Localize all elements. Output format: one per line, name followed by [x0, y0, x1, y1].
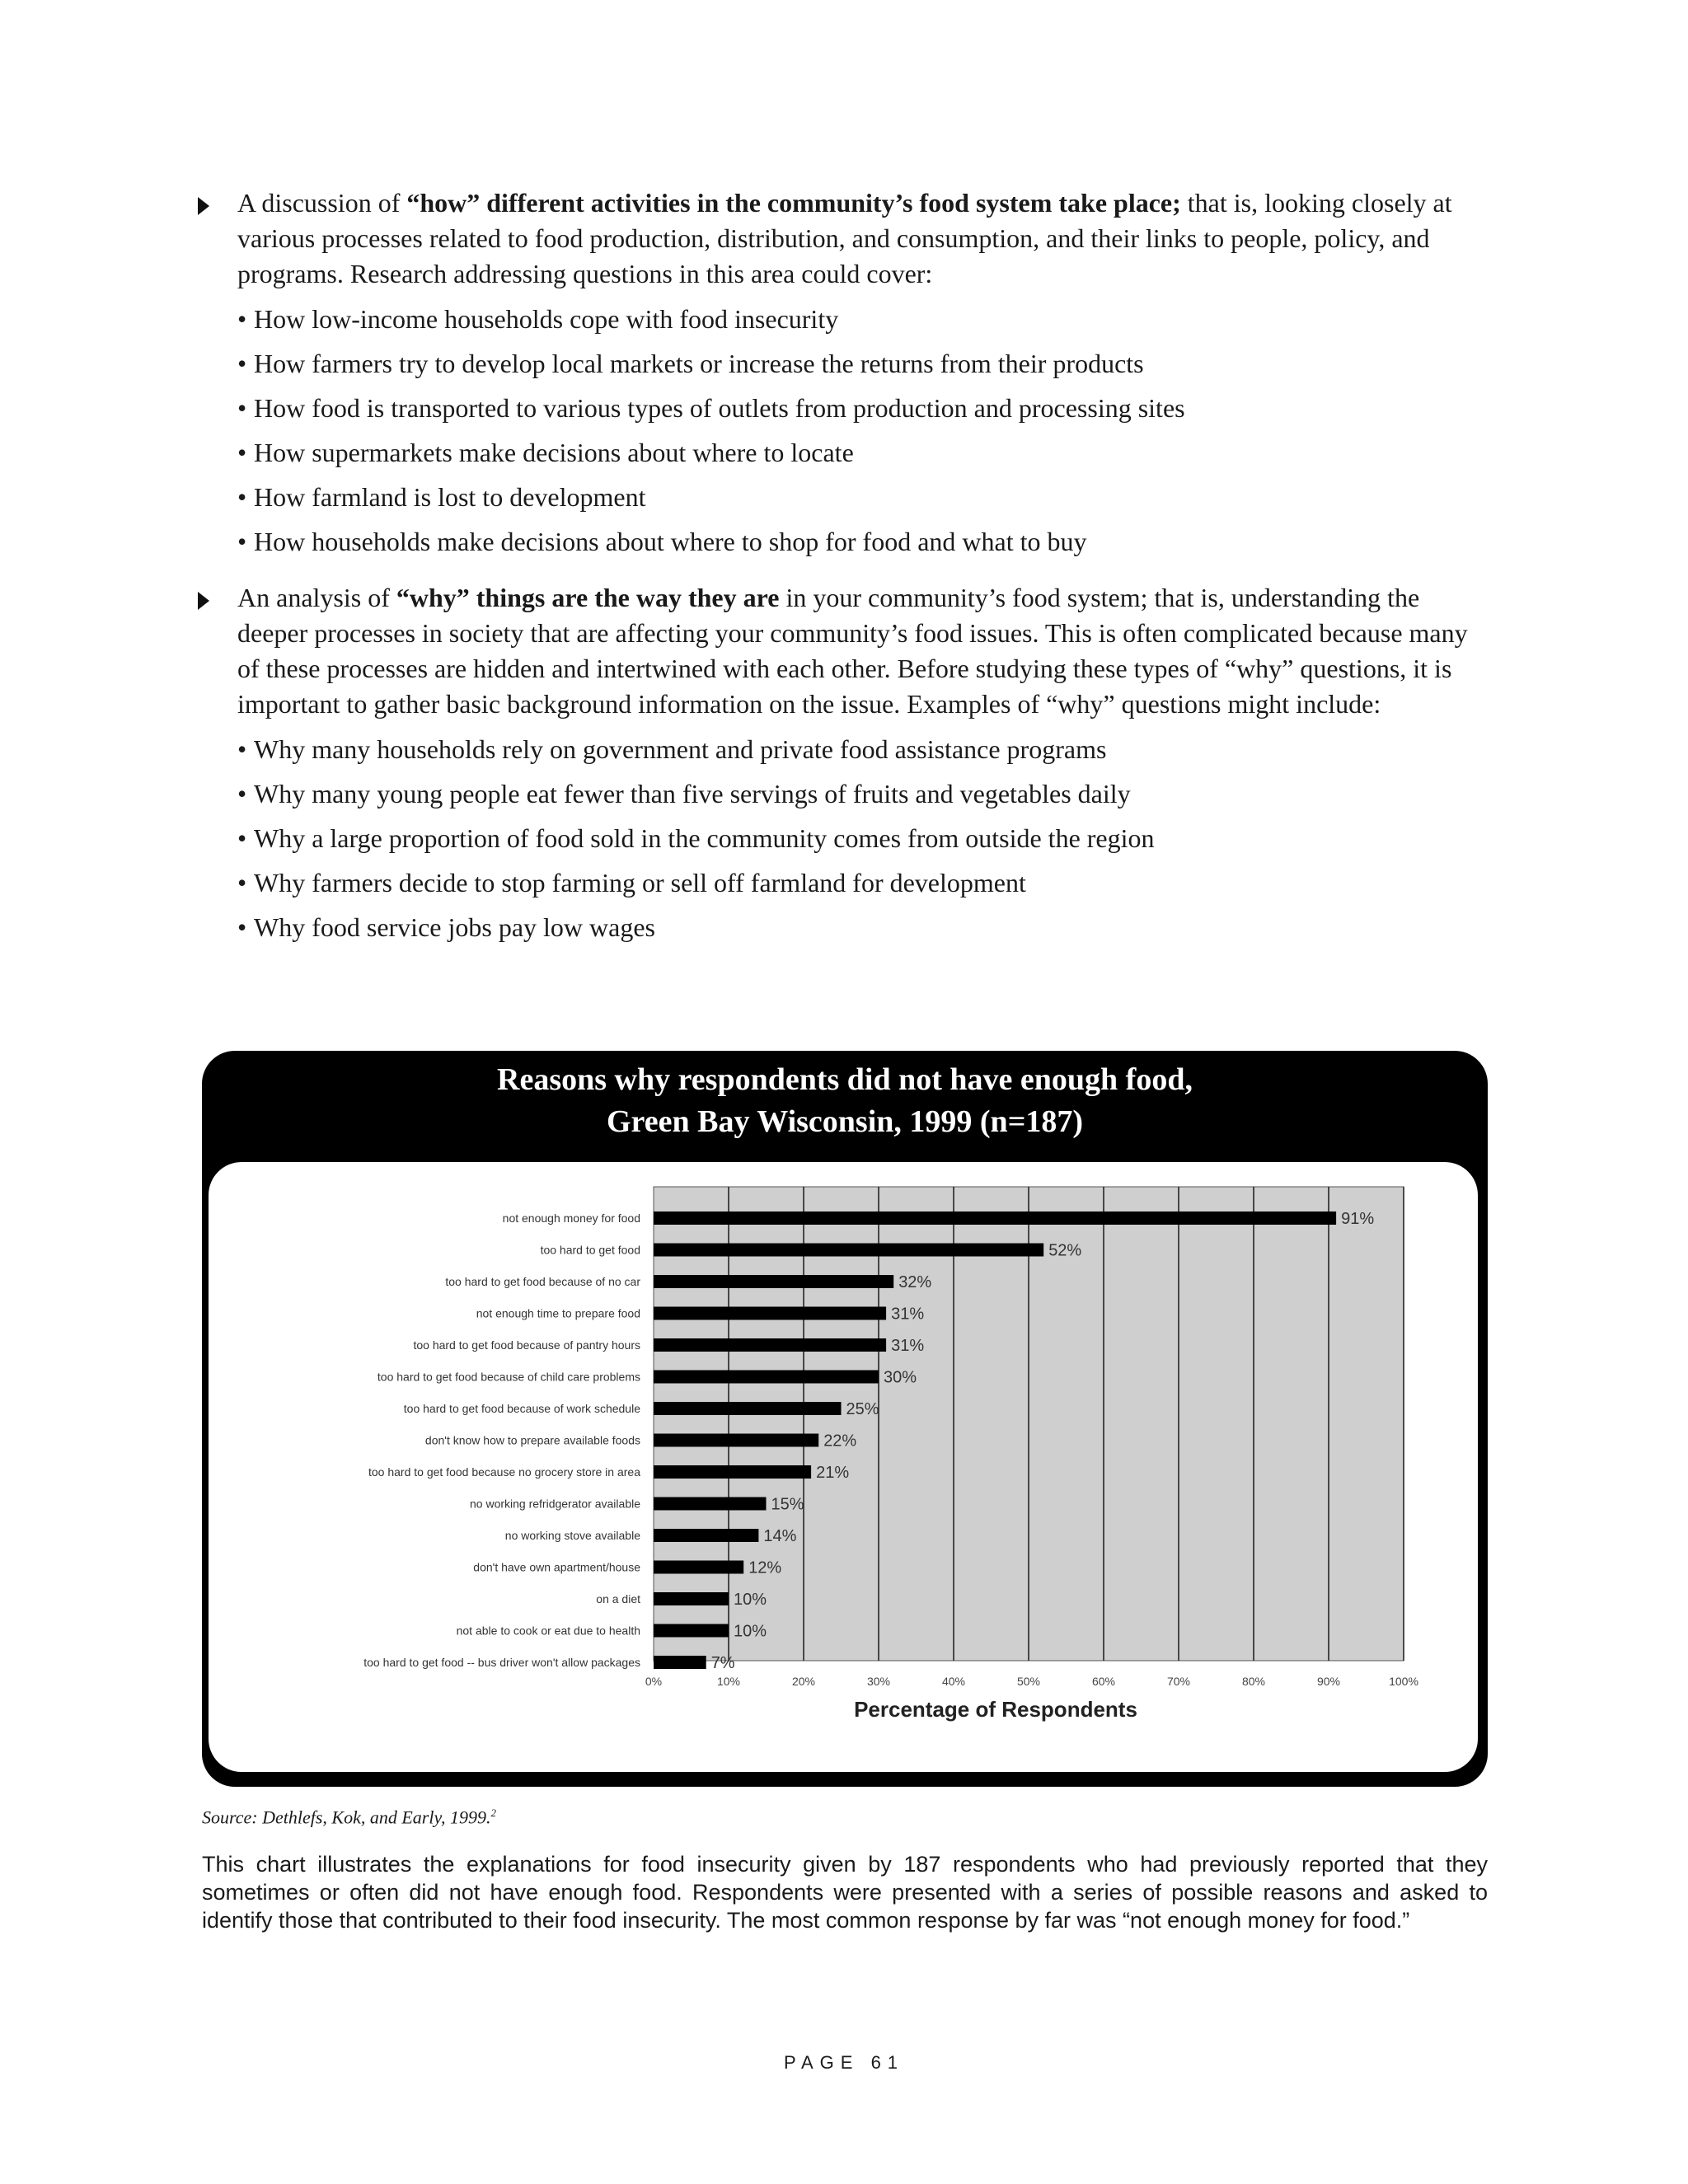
- category-label: not enough money for food: [502, 1212, 640, 1225]
- bar: [654, 1434, 818, 1447]
- chart-caption: This chart illustrates the explanations for food insecurity given by 187 respondents who had previously reported that they sometimes or often did not have enough food. Respondents were presented with a series of possible reasons and asked to identify those that contributed to their food insecurity. The most common response by far was “not enough money for food.”: [202, 1852, 1488, 1933]
- bar: [654, 1371, 879, 1384]
- value-label: 31%: [891, 1337, 925, 1355]
- bar: [654, 1592, 729, 1605]
- x-tick-label: 0%: [645, 1675, 663, 1688]
- why-question-item: [237, 816, 1484, 860]
- bullet-dot-icon: •: [237, 779, 247, 808]
- bar: [654, 1624, 729, 1638]
- section-bullet-icon: [198, 197, 209, 215]
- value-label: 25%: [846, 1400, 879, 1418]
- how-intro-prefix: A discussion of: [237, 188, 407, 218]
- source-text: Source: Dethlefs, Kok, and Early, 1999.: [202, 1807, 491, 1828]
- chart-panel: [209, 1162, 1478, 1772]
- bullet-dot-icon: •: [237, 868, 247, 898]
- how-question-item-text: How food is transported to various types of outlets from production and processing sites: [254, 393, 1185, 423]
- x-tick-label: 60%: [1091, 1675, 1116, 1688]
- category-label: too hard to get food because of no car: [445, 1275, 640, 1288]
- category-label: not enough time to prepare food: [476, 1306, 640, 1320]
- category-label: no working refridgerator available: [470, 1497, 640, 1511]
- value-label: 14%: [763, 1527, 797, 1545]
- category-label: no working stove available: [504, 1529, 640, 1542]
- value-label: 22%: [823, 1432, 857, 1451]
- how-question-item-text: How low-income households cope with food insecurity: [254, 304, 839, 334]
- value-label: 10%: [734, 1591, 767, 1609]
- value-label: 12%: [748, 1558, 782, 1577]
- bar: [654, 1465, 811, 1479]
- bullet-dot-icon: •: [237, 527, 247, 556]
- why-question-item-text: Why many households rely on government and private food assistance programs: [254, 734, 1107, 764]
- bar-chart: [209, 1162, 1478, 1772]
- bar: [654, 1529, 758, 1542]
- x-axis-label: Percentage of Respondents: [854, 1697, 1137, 1722]
- category-label: don't know how to prepare available foods: [424, 1433, 640, 1447]
- why-question-list: [237, 727, 1484, 949]
- why-question-item: [237, 860, 1484, 905]
- bar: [654, 1244, 1043, 1257]
- value-label: 32%: [898, 1273, 932, 1291]
- how-question-item-text: How supermarkets make decisions about where to locate: [254, 438, 854, 467]
- bar: [654, 1402, 842, 1415]
- section-bullet-icon: [198, 592, 209, 610]
- body-text: [198, 185, 1484, 966]
- how-question-item-text: How farmland is lost to development: [254, 482, 646, 512]
- why-question-item-text: Why many young people eat fewer than five servings of fruits and vegetables daily: [254, 779, 1131, 808]
- why-intro-bold: “why” things are the way they are: [396, 583, 780, 612]
- bar: [654, 1497, 767, 1511]
- category-label: don't have own apartment/house: [473, 1560, 640, 1574]
- value-label: 15%: [771, 1495, 804, 1514]
- bullet-dot-icon: •: [237, 304, 247, 334]
- category-label: too hard to get food because of work schedule: [403, 1402, 640, 1415]
- value-label: 91%: [1341, 1210, 1375, 1228]
- chart-box: [202, 1051, 1488, 1787]
- how-question-list: [237, 297, 1484, 564]
- bar: [654, 1275, 893, 1288]
- why-intro: [237, 580, 1484, 722]
- how-question-item: [237, 430, 1484, 475]
- bullet-dot-icon: •: [237, 393, 247, 423]
- why-intro-rest: in your community’s food system; that is, understanding the deeper processes in society that are affecting your community’s food issues. This is often complicated because many of these processes are hidden and intertwined with each other. Before studying these types of “why” questions, it is important to gather basic background information on the issue. Examples of “why” questions might include:: [237, 583, 1468, 719]
- chart-title-line-1: Reasons why respondents did not have enough food,: [497, 1062, 1193, 1097]
- x-tick-label: 90%: [1316, 1675, 1341, 1688]
- how-question-item: [237, 519, 1484, 564]
- how-intro: [237, 185, 1484, 292]
- value-label: 10%: [734, 1622, 767, 1641]
- x-tick-label: 100%: [1389, 1675, 1418, 1688]
- bullet-dot-icon: •: [237, 734, 247, 764]
- why-question-item-text: Why farmers decide to stop farming or sell off farmland for development: [254, 868, 1026, 898]
- how-section: [198, 185, 1484, 564]
- category-label: too hard to get food because no grocery store in area: [368, 1465, 640, 1479]
- how-question-item: [237, 297, 1484, 341]
- why-question-item-text: Why food service jobs pay low wages: [254, 912, 655, 942]
- x-tick-label: 70%: [1166, 1675, 1191, 1688]
- bullet-dot-icon: •: [237, 482, 247, 512]
- category-label: not able to cook or eat due to health: [456, 1624, 640, 1638]
- x-tick-label: 50%: [1016, 1675, 1041, 1688]
- why-question-item: [237, 905, 1484, 949]
- how-question-item-text: How farmers try to develop local markets or increase the returns from their products: [254, 349, 1144, 378]
- bar: [654, 1307, 886, 1320]
- value-label: 7%: [710, 1654, 735, 1672]
- category-label: too hard to get food -- bus driver won't allow packages: [363, 1656, 640, 1669]
- how-question-item-text: How households make decisions about where to shop for food and what to buy: [254, 527, 1087, 556]
- chart-title: [202, 1051, 1488, 1162]
- bar: [654, 1656, 706, 1669]
- bar: [654, 1212, 1336, 1225]
- value-label: 31%: [891, 1305, 925, 1324]
- how-intro-bold: “how” different activities in the community’s food system take place;: [406, 188, 1181, 218]
- bullet-dot-icon: •: [237, 823, 247, 853]
- x-tick-label: 40%: [941, 1675, 966, 1688]
- x-tick-label: 20%: [791, 1675, 816, 1688]
- source-note: [202, 1807, 496, 1828]
- why-intro-prefix: An analysis of: [237, 583, 396, 612]
- bullet-dot-icon: •: [237, 438, 247, 467]
- bar: [654, 1561, 743, 1574]
- why-question-item-text: Why a large proportion of food sold in the community comes from outside the region: [254, 823, 1155, 853]
- x-tick-label: 80%: [1241, 1675, 1266, 1688]
- category-label: on a diet: [596, 1592, 640, 1605]
- how-intro-rest: that is, looking closely at various processes related to food production, distribution, and consumption, and their links to people, policy, and programs. Research addressing questions in this area could cover:: [237, 188, 1452, 288]
- how-question-item: [237, 341, 1484, 386]
- x-tick-label: 30%: [866, 1675, 891, 1688]
- x-tick-label: 10%: [716, 1675, 741, 1688]
- how-question-item: [237, 386, 1484, 430]
- value-label: 30%: [884, 1368, 917, 1387]
- source-footnote: 2: [490, 1807, 497, 1819]
- page-number: PAGE 61: [783, 2052, 905, 2073]
- category-label: too hard to get food because of child care problems: [377, 1370, 640, 1384]
- category-label: too hard to get food because of pantry hours: [413, 1338, 640, 1352]
- value-label: 52%: [1048, 1241, 1082, 1260]
- why-question-item: [237, 727, 1484, 771]
- value-label: 21%: [816, 1464, 850, 1482]
- why-section: [198, 580, 1484, 949]
- category-label: too hard to get food: [540, 1243, 640, 1257]
- why-question-item: [237, 771, 1484, 816]
- how-question-item: [237, 475, 1484, 519]
- bullet-dot-icon: •: [237, 349, 247, 378]
- bullet-dot-icon: •: [237, 912, 247, 942]
- bar: [654, 1338, 886, 1352]
- chart-title-line-2: Green Bay Wisconsin, 1999 (n=187): [607, 1104, 1083, 1139]
